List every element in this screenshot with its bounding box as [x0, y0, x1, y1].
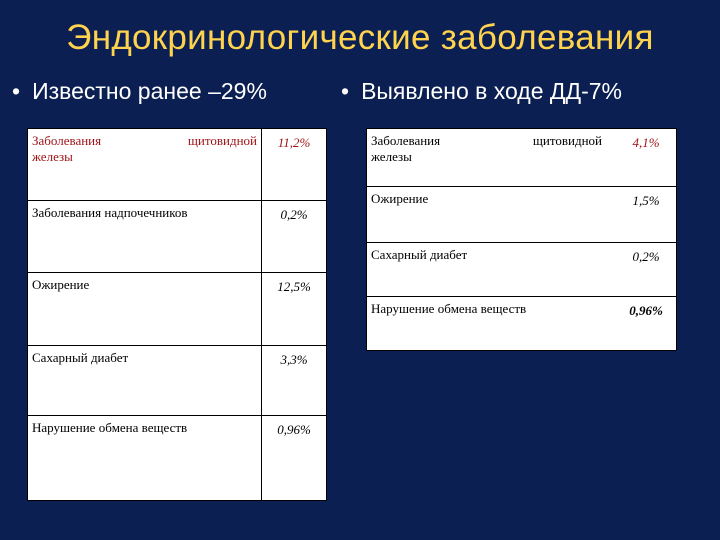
bullet-marker: •: [341, 78, 350, 104]
row-value: 1,5%: [616, 187, 677, 243]
name-part: Заболевания: [371, 133, 441, 148]
table-row: [367, 297, 677, 351]
row-name: Сахарный диабет: [28, 346, 262, 416]
row-name: Заболевания надпочечников: [28, 201, 262, 273]
bullet-marker: •: [12, 78, 21, 104]
table-row: [28, 416, 327, 501]
row-name: Нарушение обмена веществ: [367, 297, 617, 351]
name-part: Заболевания: [32, 133, 102, 148]
table-row: [28, 273, 327, 346]
table-row: [28, 201, 327, 273]
row-name: [367, 129, 617, 187]
table-detected-dd: [366, 128, 677, 351]
table-row: [28, 346, 327, 416]
table-row: [367, 129, 677, 187]
name-part: щитовидной: [187, 133, 257, 148]
slide-title: Эндокринологические заболевания: [66, 18, 654, 57]
table-row: [28, 129, 327, 201]
table-known-before: [27, 128, 327, 501]
row-name: Нарушение обмена веществ: [28, 416, 262, 501]
row-value: 11,2%: [262, 129, 327, 201]
row-name: [28, 129, 262, 201]
name-part: щитовидной: [532, 133, 602, 148]
row-name: Ожирение: [367, 187, 617, 243]
bullet-known-before: [12, 78, 267, 105]
row-value: 3,3%: [262, 346, 327, 416]
row-value: 0,96%: [616, 297, 677, 351]
row-value: 0,2%: [616, 243, 677, 297]
row-value: 0,2%: [262, 201, 327, 273]
bullet-detected-dd: [341, 78, 622, 105]
bullet-text: Выявлено в ходе ДД-7%: [361, 78, 622, 104]
row-name: Ожирение: [28, 273, 262, 346]
table-row: [367, 243, 677, 297]
row-value: 0,96%: [262, 416, 327, 501]
name-part: железы: [371, 149, 412, 164]
name-part: железы: [32, 149, 73, 164]
row-value: 4,1%: [616, 129, 677, 187]
bullet-text: Известно ранее –29%: [32, 78, 267, 104]
row-name: Сахарный диабет: [367, 243, 617, 297]
table-row: [367, 187, 677, 243]
row-value: 12,5%: [262, 273, 327, 346]
